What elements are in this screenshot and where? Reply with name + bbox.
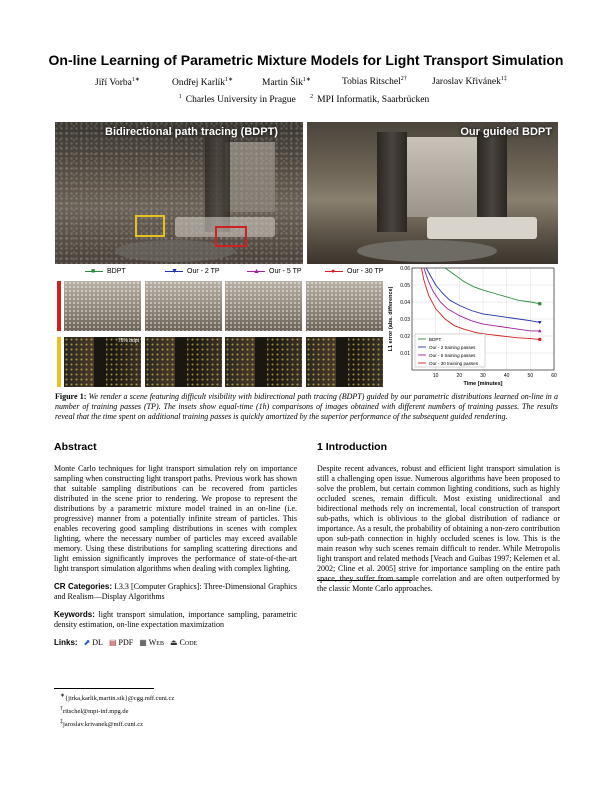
links-label: Links: [54, 638, 78, 647]
figure-caption [55, 392, 558, 422]
door-frame [175, 337, 187, 387]
keywords [54, 610, 297, 630]
series-line [421, 268, 539, 339]
footnote-text: jaroslav.krivanek@mff.cuni.cz [63, 721, 143, 729]
author [262, 76, 311, 88]
series-line [424, 268, 540, 331]
footnote-text: ritschel@mpi-inf.mpg.de [63, 708, 129, 716]
x-tick-label: 40 [503, 373, 510, 379]
cr-text: I.3.3 [Computer Graphics]: Three-Dimensional Graphics and Realism—Display Algorithms [54, 582, 297, 601]
author [342, 76, 407, 87]
dl-link[interactable] [84, 638, 103, 648]
footnote-rule [54, 688, 154, 689]
author-mark: 2† [400, 76, 407, 82]
code-icon: ⏏ [169, 638, 178, 647]
legend-label: BDPT [107, 268, 126, 275]
y-tick-label: 0.05 [400, 283, 410, 289]
keywords-label: Keywords: [54, 610, 95, 619]
inset-image [64, 281, 141, 331]
y-axis-label: L1 error (abs. difference) [388, 286, 394, 352]
author [172, 76, 233, 88]
x-axis-label: Time [minutes] [463, 381, 503, 387]
web-icon: ▦ [139, 638, 147, 647]
author-mark: 1∗ [225, 77, 234, 83]
web-link-label: Web [148, 638, 164, 647]
pdf-icon: ▤ [108, 638, 117, 647]
legend-line [165, 267, 183, 275]
affiliation-mark: 2 [310, 94, 314, 100]
legend-entry [85, 268, 126, 275]
pdf-link[interactable] [109, 638, 133, 648]
footnote [60, 717, 174, 730]
footnote-mark: ‡ [60, 719, 63, 726]
inset-image [64, 337, 141, 387]
affiliation [179, 95, 300, 105]
inset-image [225, 337, 302, 387]
legend-line [85, 267, 103, 275]
dl-link-label: DL [92, 638, 103, 647]
caption-label: Figure 1: [55, 392, 87, 401]
data-point-marker [538, 302, 541, 305]
yellow-row-marker [57, 337, 61, 387]
plot-legend-label: BDPT [429, 337, 442, 342]
footnote-text: {jirka,karlik,martin.sik}@cgg.mff.cuni.cz [65, 695, 175, 703]
legend-entry [247, 268, 302, 275]
author [95, 76, 140, 88]
teaser-figure [55, 122, 558, 264]
x-tick-label: 20 [456, 373, 463, 379]
x-tick-label: 50 [527, 373, 534, 379]
guided-render-image [307, 122, 558, 264]
cr-categories [54, 582, 297, 602]
curtain [377, 132, 407, 232]
column-divider-rule [317, 580, 412, 581]
author-name: Martin Šik [262, 78, 303, 89]
y-tick-label: 0.02 [400, 334, 410, 340]
author-mark: 1‡ [500, 76, 507, 82]
footnote [60, 704, 174, 717]
bdpt-render-image [55, 122, 303, 264]
affiliation-text: MPI Informatik, Saarbrücken [317, 95, 430, 106]
footnote [60, 691, 174, 704]
red-row-marker [57, 281, 61, 331]
keywords-text: light transport simulation, importance sampling, parametric density estimation, on-line expectation maximization [54, 610, 298, 629]
data-point-marker [538, 338, 541, 341]
author-mark: 1∗ [131, 77, 140, 83]
footnote-mark: ∗ [60, 693, 66, 699]
paper-title: On-line Learning of Parametric Mixture Models for Light Transport Simulation [48, 52, 564, 68]
error-plot [382, 262, 560, 388]
author-name: Jiří Vorba [95, 78, 132, 89]
affiliation-mark: 1 [178, 94, 182, 100]
door-frame [336, 337, 348, 387]
footnote-mark: † [60, 706, 63, 713]
legend-label: Our - 30 TP [347, 268, 384, 275]
legend-entry [325, 268, 383, 275]
plot-legend-label: Our - 2 training passes [429, 345, 476, 350]
window [225, 142, 275, 212]
links-row [54, 638, 297, 648]
x-tick-label: 10 [432, 373, 439, 379]
x-tick-label: 60 [551, 373, 557, 379]
inset-image [145, 337, 222, 387]
left-column [54, 442, 297, 648]
plot-legend-label: Our - 30 training passes [429, 361, 479, 366]
code-link-label: Code [179, 638, 198, 647]
sofa [427, 217, 537, 239]
intro-text: Despite recent advances, robust and efficient light transport simulation is still a challenging open issue. Numerous algorithms have been proposed to solve the problem, but certain common lighting conditions, such as highly occluded scenes, remain difficult. Most existing unidirectional and bidirectional methods rely on incremental, local construction of transport sub-paths, which is oblivious to the global distribution of radiance or importance. As a result, the probability of obtaining a non-zero contribution upon sub-path connection in highly occluded scenes is low. This is the main reason why such scenes remain difficult to render. While Metropolis light transport and related methods [Veach and Guibas 1997; Kelemen et al. 2002; Cline et al. 2005] strive for importance sampling on the entire path space, they suffer from sample correlation and are often outperformed by the classic Monte Carlo approaches. [317, 464, 560, 593]
footnotes [60, 691, 174, 730]
right-column [317, 442, 560, 594]
web-link[interactable] [139, 638, 164, 648]
plot-legend-label: Our - 5 training passes [429, 353, 476, 358]
inset-comparison-grid [57, 281, 384, 389]
inset-image [306, 337, 383, 387]
door-frame [94, 337, 106, 387]
bdpt-label: Bidirectional path tracing (BDPT) [105, 126, 278, 138]
abstract-text: Monte Carlo techniques for light transport simulation rely on importance sampling when constructing light transport paths. Previous work has shown that suitable sampling distributions can be recovered from particles distributed in the scene prior to rendering. We propose to represent the distributions by a parametric mixture model trained in an on-line (i.e. progressive) manner from a potentially infinite stream of particles. This enables recovering good sampling distributions in scenes with complex lighting, where the necessary number of particles may exceed available memory. Using these distributions for sampling scattering directions and light emission significantly improves the performance of state-of-the-art light transport simulation algorithms when dealing with complex lighting. [54, 464, 297, 573]
y-tick-label: 0.06 [400, 266, 410, 272]
y-tick-label: 0.04 [400, 300, 410, 306]
door-frame [255, 337, 267, 387]
legend-line [247, 267, 265, 275]
inset-image [225, 281, 302, 331]
dl-icon: ⬈ [83, 638, 91, 647]
legend-line [325, 267, 343, 275]
triangle-down-marker-icon: ▼ [171, 267, 178, 275]
affiliation-text: Charles University in Prague [185, 95, 296, 106]
inset-image [145, 281, 222, 331]
y-tick-label: 0.01 [400, 351, 410, 357]
window [402, 137, 482, 217]
author-name: Tobias Ritschel [342, 77, 401, 88]
cr-label: CR Categories: [54, 582, 112, 591]
red-inset-box [215, 226, 247, 247]
x-tick-label: 30 [480, 373, 486, 379]
author-mark: 1∗ [302, 77, 311, 83]
y-tick-label: 0.03 [400, 317, 410, 323]
yellow-inset-box [135, 215, 165, 237]
author-name: Jaroslav Křivánek [432, 77, 501, 88]
inset-image [306, 281, 383, 331]
inset-tag: 75% bdpt [117, 338, 139, 344]
legend-label: Our - 5 TP [269, 268, 302, 275]
author [432, 76, 507, 87]
code-link[interactable] [170, 638, 197, 648]
abstract-heading: Abstract [54, 441, 97, 453]
rug [357, 240, 497, 262]
intro-heading: 1 Introduction [317, 441, 387, 453]
legend-label: Our - 2 TP [187, 268, 220, 275]
triangle-up-marker-icon: ▲ [253, 267, 260, 275]
affiliations [0, 94, 612, 105]
pdf-link-label: PDF [118, 638, 134, 647]
caption-text: We render a scene featuring difficult visibility with bidirectional path tracing (BDPT) guided by our parametric distributions learned on-line in a number of training passes (TP). The insets show equal-time (1h) comparisons of images obtained with different numbers of training passes. The results reveal that the time spent on additional training passes is quickly amortized by the superior performance of the subsequent guided rendering. [55, 392, 559, 421]
square-marker-icon: ■ [91, 267, 96, 275]
circle-marker-icon: ● [331, 267, 336, 275]
affiliation [310, 95, 433, 105]
legend-entry [165, 268, 220, 275]
guided-label: Our guided BDPT [460, 126, 552, 138]
author-name: Ondřej Karlík [172, 78, 226, 89]
